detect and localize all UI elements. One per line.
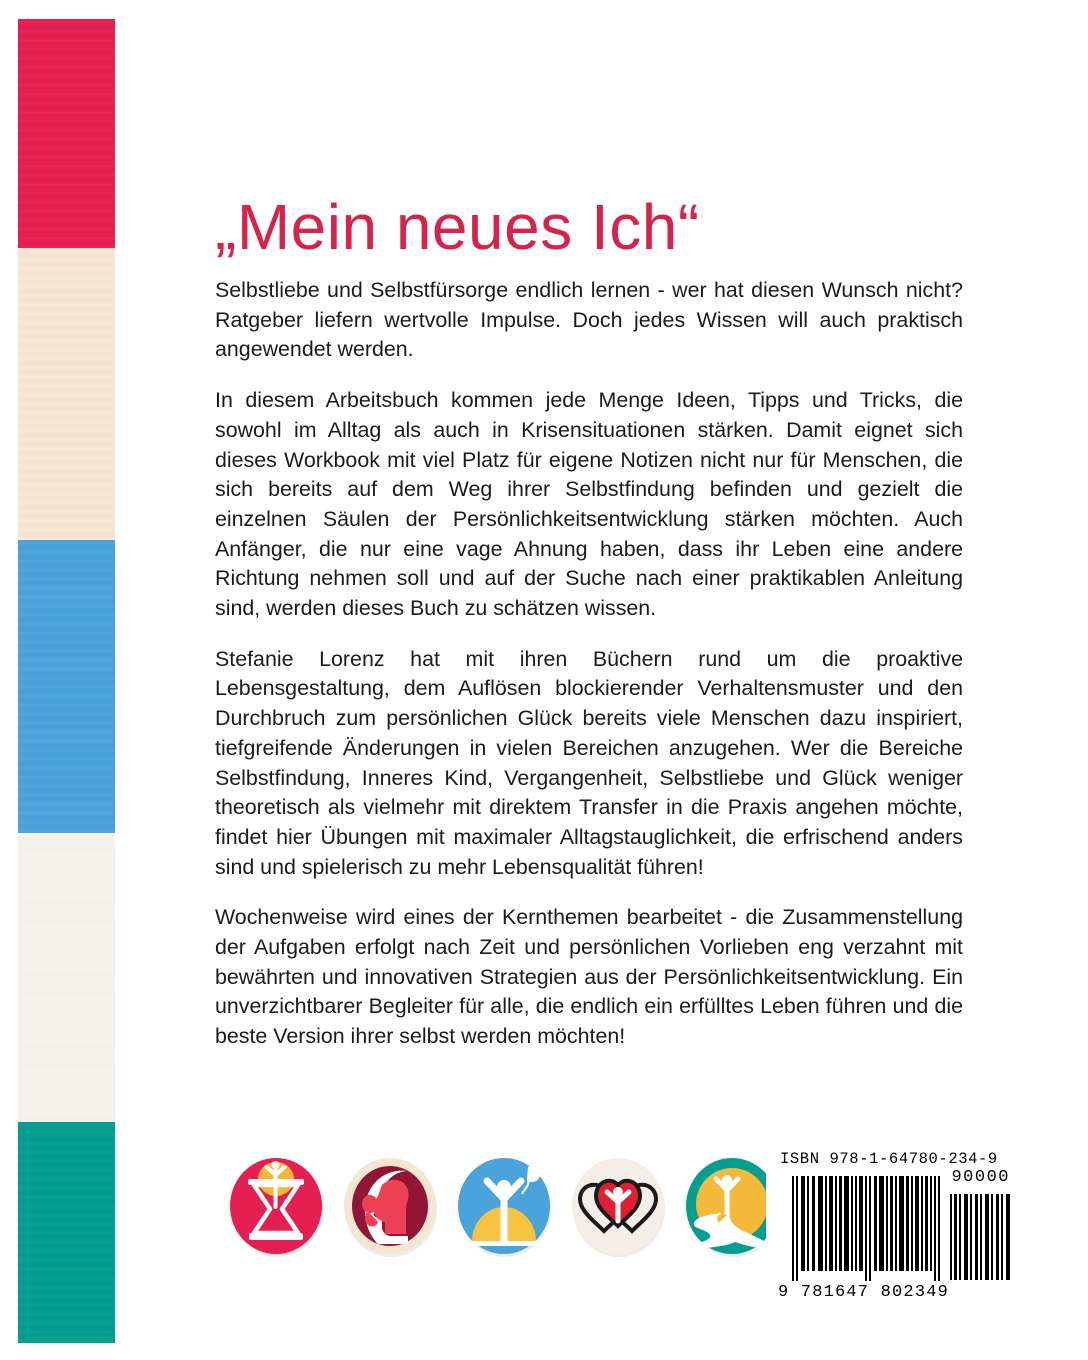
hourglass-badge-icon bbox=[222, 1149, 330, 1265]
ean-digits: 9 781647 802349 bbox=[778, 1283, 950, 1302]
stripe-band-crimson bbox=[18, 19, 115, 248]
isbn-text: ISBN 978-1-64780-234-9 bbox=[780, 1150, 998, 1168]
sunrise-figure-badge-icon bbox=[450, 1149, 558, 1265]
addon-barcode bbox=[950, 1194, 1012, 1280]
ean13-barcode bbox=[792, 1176, 942, 1281]
color-stripe bbox=[18, 19, 115, 1343]
stripe-band-offwhite bbox=[18, 833, 115, 1122]
blurb-paragraph: Stefanie Lorenz hat mit ihren Büchern rund um die proaktive Lebensgestaltung, dem Auflösen blockierender Verhaltensmuster und den Durchbruch zum persönlichen Glück bereits viele Menschen dazu inspiriert, tiefgreifende Änderungen in vielen Bereichen anzugehen. Wer die Bereiche Selbstfindung, Inneres Kind, Vergangenheit, Selbstliebe und Glück weniger theoretisch als vielmehr mit direktem Transfer in die Praxis angehen möchte, findet hier Übungen mit maximaler Alltagstauglichkeit, die erfrischend anders sind und spielerisch zu mehr Lebensqualität führen! bbox=[215, 646, 963, 879]
addon-digits: 90000 bbox=[951, 1168, 1010, 1187]
hearts-badge-icon bbox=[564, 1149, 672, 1265]
blurb-paragraph: In diesem Arbeitsbuch kommen jede Menge Ideen, Tipps und Tricks, die sowohl im Alltag als auch in Krisensituationen stärken. Damit eignet sich dieses Workbook mit viel Platz für eigene Notizen nicht nur für Menschen, die sich bereits auf dem Weg ihrer Selbstfindung befinden und gezielt die einzelnen Säulen der Persönlichkeitsentwicklung stärken möchten. Auch Anfänger, die nur eine vage Ahnung haben, dass ihr Leben eine andere Richtung nehmen soll und auf der Suche nach einer praktikablen Anleitung sind, werden dieses Buch zu schätzen wissen. bbox=[215, 388, 963, 621]
stripe-band-blue bbox=[18, 540, 115, 833]
blurb-paragraph: Wochenweise wird eines der Kernthemen bearbeitet - die Zusammenstellung der Aufgaben erfolgt nach Zeit und persönlichen Vorlieben eng verzahnt mit bewährten und innovativen Strategien aus der Persönlichkeitsentwicklung. Ein unverzichtbarer Begleiter für alle, die endlich ein erfülltes Leben führen und die beste Version ihrer selbst werden möchten! bbox=[215, 905, 963, 1049]
blurb-text bbox=[215, 276, 963, 1052]
theme-icon-row bbox=[222, 1149, 782, 1269]
back-cover-content bbox=[215, 0, 1010, 1360]
blurb-paragraph: Selbstliebe und Selbstfürsorge endlich lernen - wer hat diesen Wunsch nicht? Ratgeber liefern wertvolle Impulse. Doch jedes Wissen will auch praktisch angewendet werden. bbox=[215, 278, 963, 362]
woman-profile-badge-icon bbox=[336, 1149, 444, 1265]
barcode-block bbox=[766, 1150, 1012, 1302]
stripe-band-teal bbox=[18, 1122, 115, 1343]
stripe-band-cream bbox=[18, 248, 115, 540]
book-title: „Mein neues Ich“ bbox=[215, 190, 700, 263]
